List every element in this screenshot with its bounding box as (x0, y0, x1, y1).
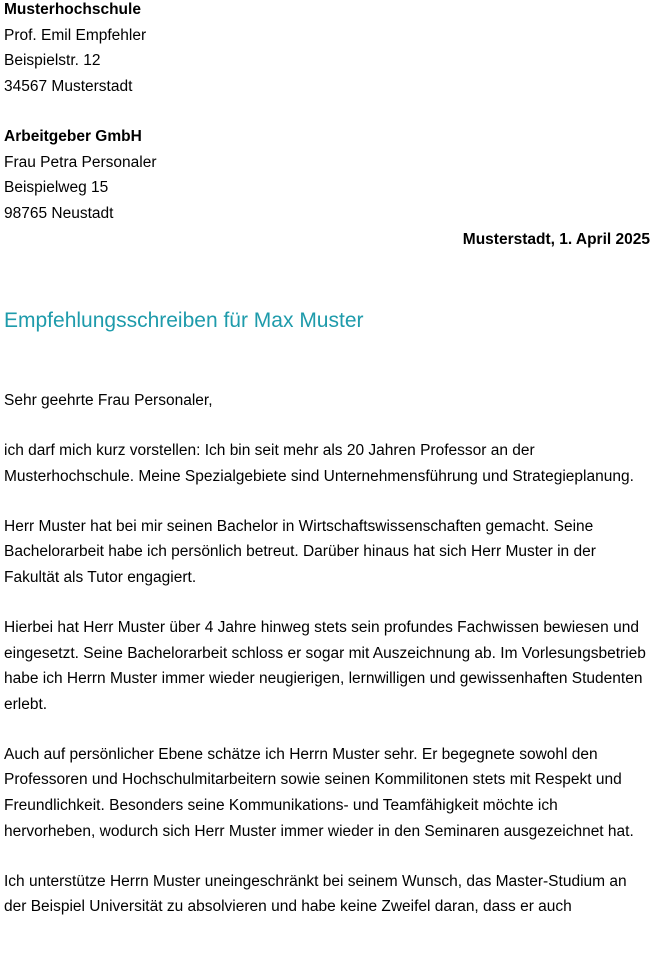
letter-body (4, 438, 650, 944)
body-paragraph-expertise: Hierbei hat Herr Muster über 4 Jahre hinweg stets sein profundes Fachwissen bewiesen und eingesetzt. Seine Bachelorarbeit schloss er sogar mit Auszeichnung ab. Im Vorlesungsbetrieb habe ich Herrn Muster immer wieder neugierigen, lernwilligen und gewissenhaften Studenten erlebt. (4, 618, 646, 713)
recipient-company: Arbeitgeber GmbH (4, 128, 142, 145)
body-paragraph-support: Ich unterstütze Herrn Muster uneingeschränkt bei seinem Wunsch, das Master-Studium an der Beispiel Universität zu absolvieren und habe keine Zweifel daran, dass er auch (4, 872, 627, 916)
sender-street: Beispielstr. 12 (4, 52, 101, 70)
letter-title: Empfehlungsschreiben für Max Muster (4, 309, 364, 332)
recipient-city: 98765 Neustadt (4, 204, 114, 222)
sender-address-block (4, 0, 146, 99)
body-paragraph-bachelor: Herr Muster hat bei mir seinen Bachelor in Wirtschaftswissenschaften gemacht. Seine Bachelorarbeit habe ich persönlich betreut. Darüber hinaus hat sich Herr Muster in der Fakultät als Tutor engagiert. (4, 517, 596, 586)
body-paragraph-personal: Auch auf persönlicher Ebene schätze ich Herrn Muster sehr. Er begegnete sowohl den Professoren und Hochschulmitarbeitern sowie seinen Kommilitonen stets mit Respekt und Freundlichkeit. Besonders seine Kommunikations- und Teamfähigkeit möchte ich hervorheben, wodurch sich Herr Muster immer wieder in den Seminaren ausgezeichnet hat. (4, 745, 634, 840)
sender-city: 34567 Musterstadt (4, 77, 133, 95)
sender-name: Prof. Emil Empfehler (4, 26, 147, 44)
recipient-name: Frau Petra Personaler (4, 153, 157, 171)
date-line: Musterstadt, 1. April 2025 (462, 231, 650, 248)
recipient-street: Beispielweg 15 (4, 179, 109, 197)
body-paragraph-intro: ich darf mich kurz vorstellen: Ich bin seit mehr als 20 Jahren Professor an der Musterhochschule. Meine Spezialgebiete sind Unternehmensführung und Strategieplanung. (4, 442, 634, 485)
salutation: Sehr geehrte Frau Personaler, (4, 392, 213, 409)
recipient-address-block (4, 124, 157, 226)
sender-institution: Musterhochschule (4, 1, 141, 18)
